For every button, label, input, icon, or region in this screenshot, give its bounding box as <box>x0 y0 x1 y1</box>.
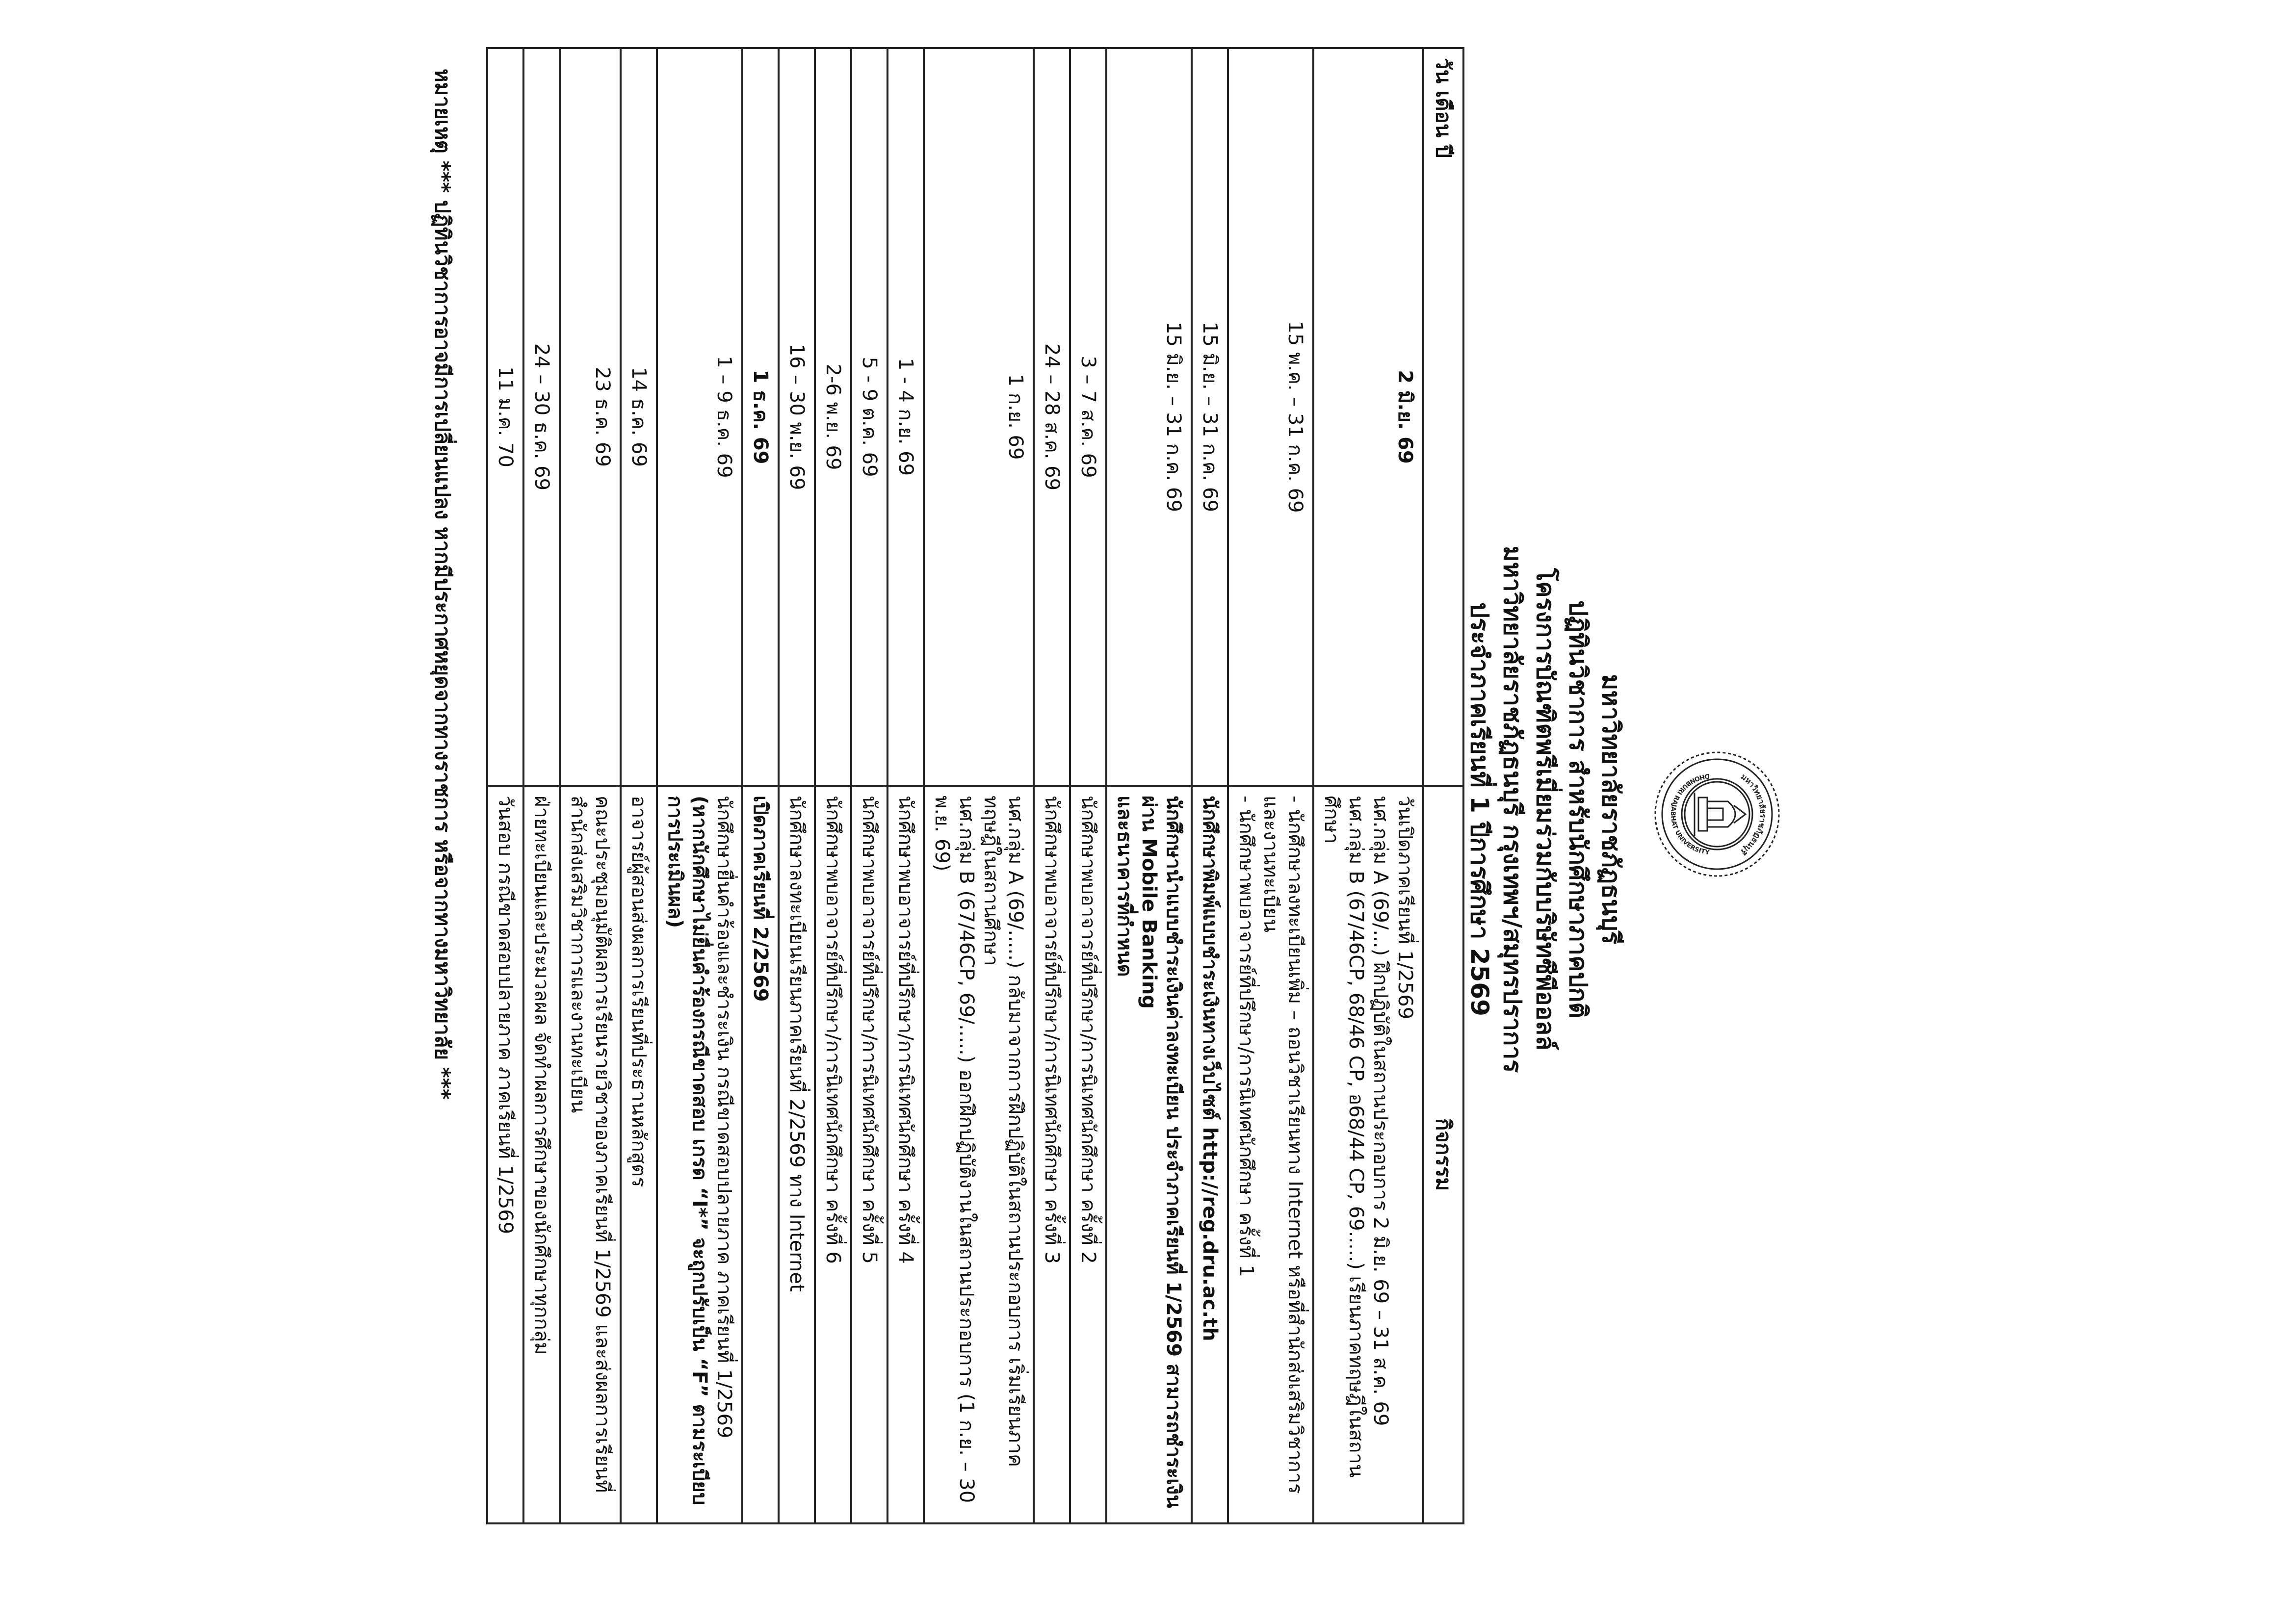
row-activity <box>1070 786 1106 1523</box>
header-calendar-title: ปฏิทินวิชาการ สำหรับนักศึกษาภาคปกติ <box>1564 600 1592 1018</box>
header-semester: ประจำภาคเรียนที่ 1 ปีการศึกษา 2569 <box>1465 602 1494 1016</box>
row-date: 15 มิ.ย. – 31 ก.ค. 69 <box>1106 48 1192 786</box>
table-row <box>924 48 1034 1523</box>
row-activity <box>924 786 1034 1523</box>
academic-calendar-table <box>486 47 1464 1524</box>
activity-line: ฝ่ายทะเบียนและประมวลผล จัดทำผลการศึกษาของนักศึกษาทุกกลุ่ม <box>530 796 553 1355</box>
row-date: 24 – 30 ธ.ค. 69 <box>523 48 560 786</box>
row-activity <box>1228 786 1313 1523</box>
activity-line: นักศึกษาลงทะเบียนเรียนภาคเรียนที่ 2/2569 ทาง Internet <box>785 796 808 1292</box>
table-row <box>523 48 560 1523</box>
row-date: 1 - 4 ก.ย. 69 <box>887 48 924 786</box>
date-column-header: วัน เดือน ปี <box>1423 48 1463 786</box>
table-row <box>560 48 621 1523</box>
row-activity <box>657 786 742 1523</box>
row-activity <box>560 786 621 1523</box>
row-activity <box>779 786 815 1523</box>
activity-line: และธนาคารที่กำหนด <box>1113 796 1136 977</box>
table-row <box>1192 48 1228 1523</box>
row-date: 1 ก.ย. 69 <box>924 48 1034 786</box>
row-activity <box>487 786 523 1523</box>
activity-line: (หากนักศึกษาไม่ยื่นคำร้องกรณีขาดสอบ เกรด “I*” จะถูกปรับเป็น “F” ตามระเบียบการประเมินผล) <box>664 796 711 1505</box>
header-university-name: มหาวิทยาลัยราชภัฏธนบุรี <box>1597 674 1625 945</box>
row-activity <box>742 786 779 1523</box>
header-program: โครงการบัณฑิตพรีเมี่ยมร่วมกับบริษัทซีพีออลล์ <box>1531 568 1560 1051</box>
row-activity <box>1034 786 1070 1523</box>
university-seal-icon <box>1653 750 1781 878</box>
row-activity <box>887 786 924 1523</box>
activity-line: นักศึกษาพบอาจารย์ที่ปรึกษา/การนิเทศนักศึกษา ครั้งที่ 5 <box>858 796 881 1264</box>
activity-column-header: กิจกรรม <box>1423 786 1463 1523</box>
row-activity <box>1192 786 1228 1523</box>
activity-line: นักศึกษานำแบบชำระเงินค่าลงทะเบียน ประจำภาคเรียนที่ 1/2569 สามารถชำระเงินผ่าน Mobile Banking <box>1138 796 1185 1508</box>
table-row <box>1228 48 1313 1523</box>
row-date: 23 ธ.ค. 69 <box>560 48 621 786</box>
row-date: 3 – 7 ส.ค. 69 <box>1070 48 1106 786</box>
activity-line: - นักศึกษาลงทะเบียนเพิ่ม – ถอนวิชาเรียนทาง Internet หรือที่สำนักส่งเสริมวิชาการและงานทะเบียน <box>1259 796 1306 1494</box>
table-row <box>1070 48 1106 1523</box>
activity-line: นศ.กลุ่ม B (67/46CP, 68/46 CP, อ68/44 CP, 69.....) เรียนภาคทฤษฎีในสถานศึกษา <box>1320 796 1367 1478</box>
row-activity <box>523 786 560 1523</box>
activity-line: นักศึกษาพบอาจารย์ที่ปรึกษา/การนิเทศนักศึกษา ครั้งที่ 4 <box>894 796 917 1264</box>
row-date: 11 ม.ค. 70 <box>487 48 523 786</box>
row-date: 1 ธ.ค. 69 <box>742 48 779 786</box>
table-row <box>1313 48 1423 1523</box>
row-activity <box>815 786 851 1523</box>
row-date: 24 – 28 ส.ค. 69 <box>1034 48 1070 786</box>
table-row <box>887 48 924 1523</box>
activity-line: - นักศึกษาพบอาจารย์ที่ปรึกษา/การนิเทศนักศึกษา ครั้งที่ 1 <box>1235 796 1257 1277</box>
row-date: 15 พ.ค. – 31 ก.ค. 69 <box>1228 48 1313 786</box>
table-row <box>815 48 851 1523</box>
table-row <box>657 48 742 1523</box>
table-body <box>487 48 1423 1523</box>
row-date: 5 - 9 ต.ค. 69 <box>851 48 887 786</box>
row-activity <box>621 786 657 1523</box>
activity-line: นศ.กลุ่ม A (69/...) ฝึกปฏิบัติในสถานประกอบการ 2 มิ.ย. 69 – 31 ส.ค. 69 <box>1369 796 1392 1426</box>
table-row <box>621 48 657 1523</box>
row-activity <box>1106 786 1192 1523</box>
footnote: หมายเหตุ *** ปฏิทินวิชาการอาจมีการเปลี่ยนแปลง หากมีประกาศหยุดจากทางราชการ หรือจากทางมหาวิทยาลัย *** <box>431 69 455 1100</box>
row-activity <box>1313 786 1423 1523</box>
row-date: 16 – 30 พ.ย. 69 <box>779 48 815 786</box>
activity-line: นักศึกษายื่นคำร้องและชำระเงิน กรณีขาดสอบปลายภาค ภาคเรียนที่ 1/2569 <box>713 796 735 1439</box>
row-date: 14 ธ.ค. 69 <box>621 48 657 786</box>
row-date: 1 – 9 ธ.ค. 69 <box>657 48 742 786</box>
table-row <box>487 48 523 1523</box>
table-header-row <box>1423 48 1463 1523</box>
table-row <box>742 48 779 1523</box>
activity-line: คณะประชุมอนุมัติผลการเรียนรายวิชาของภาคเรียนที่ 1/2569 และส่งผลการเรียนที่สำนักส่งเสริมวิชาการและงานทะเบียน <box>567 796 614 1493</box>
seal-text-top: มหาวิทยาลัยราชภัฏธนบุรี <box>1739 772 1768 857</box>
row-date: 2-6 พ.ย. 69 <box>815 48 851 786</box>
activity-line: นศ.กลุ่ม B (67/46CP, 69/.....) ออกฝึกปฏิบัติงานในสถานประกอบการ (1 ก.ย. – 30 พ.ย. 69) <box>931 796 978 1503</box>
activity-line: วันสอบ กรณีขาดสอบปลายภาค ภาคเรียนที่ 1/2569 <box>494 796 517 1235</box>
header-campus: มหาวิทยาลัยราชภัฏธนบุรี กรุงเทพฯ/สมุทรปราการ <box>1498 545 1527 1073</box>
seal-text-bottom: DHONBURI RAJABHAT UNIVERSITY <box>1669 772 1710 857</box>
activity-line: นศ.กลุ่ม A (69/.....) กลับมาจากการฝึกปฏิบัติในสถานประกอบการ เริ่มเรียนภาคทฤษฎีในสถานศึกษา <box>980 796 1027 1467</box>
table-row <box>779 48 815 1523</box>
activity-line: เปิดภาคเรียนที่ 2/2569 <box>749 796 772 1002</box>
row-date: 15 มิ.ย. – 31 ก.ค. 69 <box>1192 48 1228 786</box>
activity-line: นักศึกษาพบอาจารย์ที่ปรึกษา/การนิเทศนักศึกษา ครั้งที่ 2 <box>1077 796 1099 1264</box>
row-date: 2 มิ.ย. 69 <box>1313 48 1423 786</box>
table-row <box>1106 48 1192 1523</box>
activity-line: นักศึกษาพบอาจารย์ที่ปรึกษา/การนิเทศนักศึกษา ครั้งที่ 6 <box>822 796 844 1264</box>
activity-line: นักศึกษาพิมพ์แบบชำระเงินทางเว็บไซต์ http://reg.dru.ac.th <box>1199 796 1221 1341</box>
activity-line: วันเปิดภาคเรียนที่ 1/2569 <box>1394 796 1416 1020</box>
activity-line: อาจารย์ผู้สอนส่งผลการเรียนที่ประธานหลักสูตร <box>627 796 650 1187</box>
row-activity <box>851 786 887 1523</box>
table-row <box>851 48 887 1523</box>
activity-line: นักศึกษาพบอาจารย์ที่ปรึกษา/การนิเทศนักศึกษา ครั้งที่ 3 <box>1041 796 1063 1264</box>
table-row <box>1034 48 1070 1523</box>
